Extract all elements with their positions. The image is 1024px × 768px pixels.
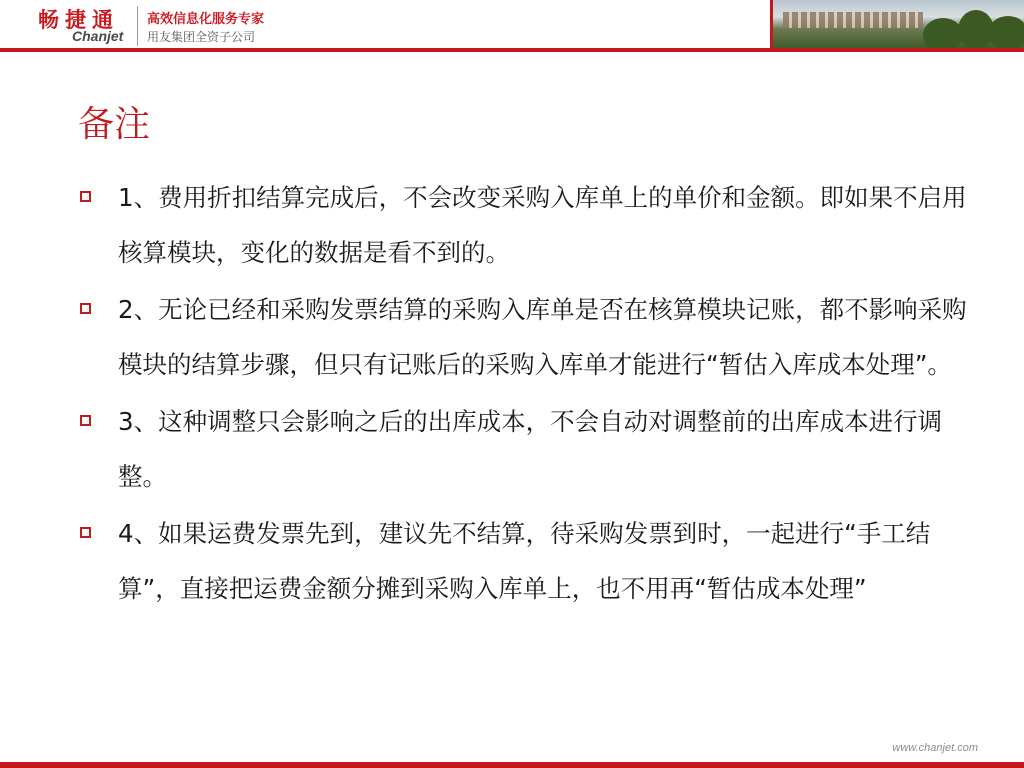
bullet-list: [80, 170, 970, 618]
bullet-item: [80, 506, 970, 616]
bullet-text: 2、无论已经和采购发票结算的采购入库单是否在核算模块记账，都不影响采购模块的结算步骤，但只有记账后的采购入库单才能进行“暂估入库成本处理”。: [118, 295, 967, 379]
bullet-item: [80, 170, 970, 280]
header-red-bar: [0, 48, 1024, 52]
campus-photo: [770, 0, 1024, 48]
square-bullet-icon: [80, 303, 91, 314]
slide-title: 备注: [78, 104, 151, 145]
chanjet-logo-chinese: 畅捷通: [38, 8, 119, 32]
square-bullet-icon: [80, 415, 91, 426]
footer-url: www.chanjet.com: [892, 742, 978, 754]
tagline-main: 高效信息化服务专家: [147, 12, 265, 27]
bullet-text: 3、这种调整只会影响之后的出库成本，不会自动对调整前的出库成本进行调整。: [118, 407, 943, 491]
bullet-item: [80, 282, 970, 392]
bullet-text: 4、如果运费发票先到，建议先不结算，待采购发票到时，一起进行“手工结算”，直接把运费金额分摊到采购入库单上，也不用再“暂估成本处理”: [118, 519, 931, 603]
chanjet-logo-english: Chanjet: [72, 28, 124, 44]
logo-divider: [137, 6, 138, 46]
bullet-item: [80, 394, 970, 504]
header-banner: [0, 0, 1024, 52]
footer-red-bar: [0, 762, 1024, 768]
square-bullet-icon: [80, 527, 91, 538]
square-bullet-icon: [80, 191, 91, 202]
bullet-text: 1、费用折扣结算完成后，不会改变采购入库单上的单价和金额。即如果不启用核算模块，变化的数据是看不到的。: [118, 183, 967, 267]
tagline-sub: 用友集团全资子公司: [147, 30, 256, 44]
